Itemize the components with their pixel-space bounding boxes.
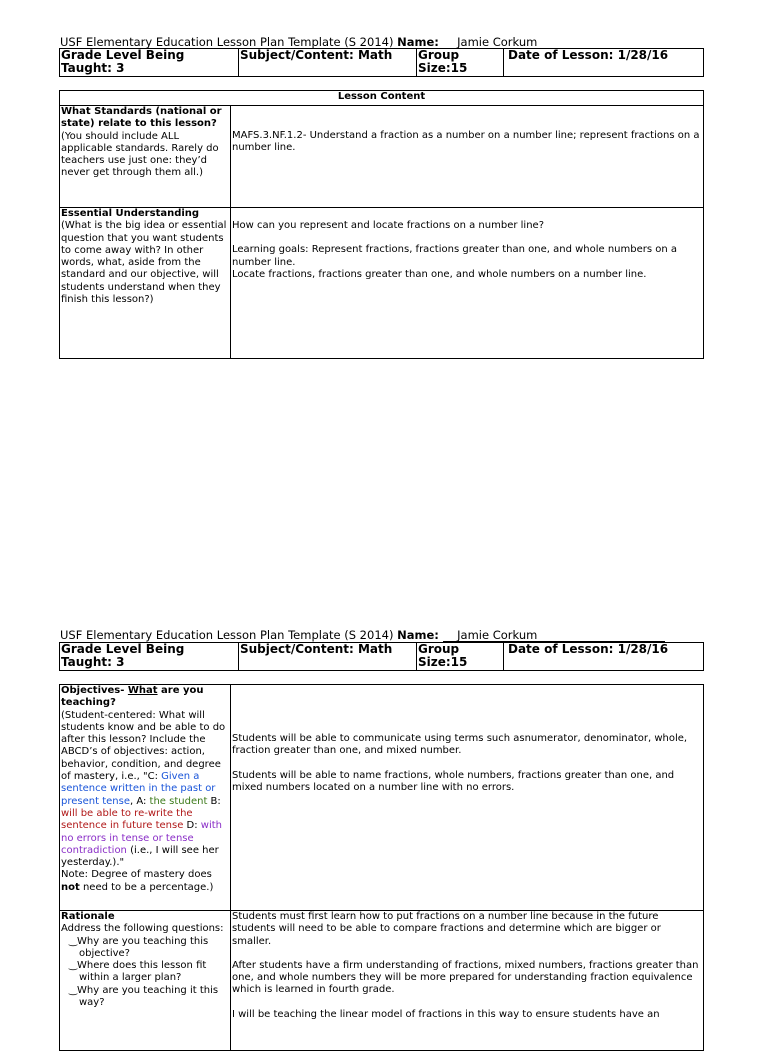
page2-info-table: [59, 642, 704, 671]
date-cell: Date of Lesson: 1/28/16: [504, 643, 704, 671]
standards-value-cell: [231, 106, 704, 208]
standards-note: (You should include ALL applicable standards. Rarely do teachers use just one: they’d never get through them all.): [61, 130, 219, 179]
essential-heading: Essential Understanding: [61, 208, 200, 219]
rationale-heading: Rationale: [61, 911, 115, 922]
group-size-cell: Group Size:15: [417, 49, 504, 77]
objective-1: Students will be able to communicate using terms such asnumerator, denominator, whole, fraction greater than one, and mixed number.: [232, 733, 688, 757]
objectives-heading: Objectives- What are you teaching?: [61, 685, 204, 709]
essential-label-cell: [60, 208, 231, 359]
learning-goals-1: Learning goals: Represent fractions, fractions greater than one, and whole numbers on a number line.: [232, 244, 678, 268]
essential-value-cell: [231, 208, 704, 359]
rationale-2: After students have a firm understanding of fractions, mixed numbers, fractions greater than one, and whole numbers they will be more prepared for understanding fraction equivalence which is learned in fourth grade.: [232, 959, 699, 996]
group-size-cell: Group Size:15: [417, 643, 504, 671]
template-title: USF Elementary Education Lesson Plan Template (S 2014): [60, 628, 394, 642]
page2-header: [60, 628, 665, 642]
template-title: USF Elementary Education Lesson Plan Template (S 2014): [60, 35, 394, 49]
rationale-question: ‿Why are you teaching this objective?: [69, 935, 209, 959]
subject-cell: Subject/Content: Math: [239, 49, 417, 77]
page1-header: [60, 35, 665, 49]
page1-info-table: [59, 48, 704, 77]
lesson-content-title: Lesson Content: [60, 91, 704, 106]
name-label: Name:: [397, 35, 439, 49]
rationale-value-cell: [231, 911, 704, 1051]
objectives-label-cell: [60, 685, 231, 911]
subject-cell: Subject/Content: Math: [239, 643, 417, 671]
grade-cell: Grade Level Being Taught: 3: [60, 49, 239, 77]
objective-2: Students will be able to name fractions, whole numbers, fractions greater than one, and mixed numbers located on a number line with no errors.: [232, 769, 675, 793]
rationale-questions: [61, 936, 229, 1010]
rationale-label-cell: [60, 911, 231, 1051]
rationale-3: I will be teaching the linear model of fractions in this way to ensure students have an: [232, 1008, 660, 1020]
lesson-content-table: [59, 90, 704, 359]
objectives-note: (Student-centered: What will students know and be able to do after this lesson? Include the ABCD’s of objectives: action, behavior, condition, and degree of mastery, i.e., "C: Given a sentence written in the past or present tense, A: the student B: will be able to re-write the sentence in future tense D: with no errors in tense or tense contradiction (i.e., I will see her yesterday.).": [61, 709, 226, 869]
objectives-table: [59, 684, 704, 1051]
essential-note: (What is the big idea or essential question that you want students to come away with? In other words, what, aside from the standard and our objective, will students understand when they finish this lesson?): [61, 220, 227, 306]
rationale-question: ‿Where does this lesson fit within a larger plan?: [69, 960, 207, 984]
grade-cell: Grade Level Being Taught: 3: [60, 643, 239, 671]
name-value: Jamie Corkum: [443, 629, 665, 642]
essential-question: How can you represent and locate fractions on a number line?: [232, 220, 544, 231]
name-value: Jamie Corkum: [443, 36, 665, 49]
learning-goals-2: Locate fractions, fractions greater than one, and whole numbers on a number line.: [232, 268, 647, 280]
mastery-note: Note: Degree of mastery does not need to be a percentage.): [61, 869, 214, 893]
date-cell: Date of Lesson: 1/28/16: [504, 49, 704, 77]
rationale-question: ‿Why are you teaching it this way?: [69, 984, 219, 1009]
standards-value: MAFS.3.NF.1.2- Understand a fraction as a number on a number line; represent fractions on a number line.: [232, 130, 700, 154]
rationale-1: Students must first learn how to put fractions on a number line because in the future students will need to be able to compare fractions and determine which are bigger or smaller.: [232, 911, 661, 947]
standards-label-cell: [60, 106, 231, 208]
standards-heading: What Standards (national or state) relate to this lesson?: [61, 106, 222, 130]
objectives-value-cell: [231, 685, 704, 911]
rationale-intro: Address the following questions:: [61, 923, 224, 935]
name-label: Name:: [397, 628, 439, 642]
